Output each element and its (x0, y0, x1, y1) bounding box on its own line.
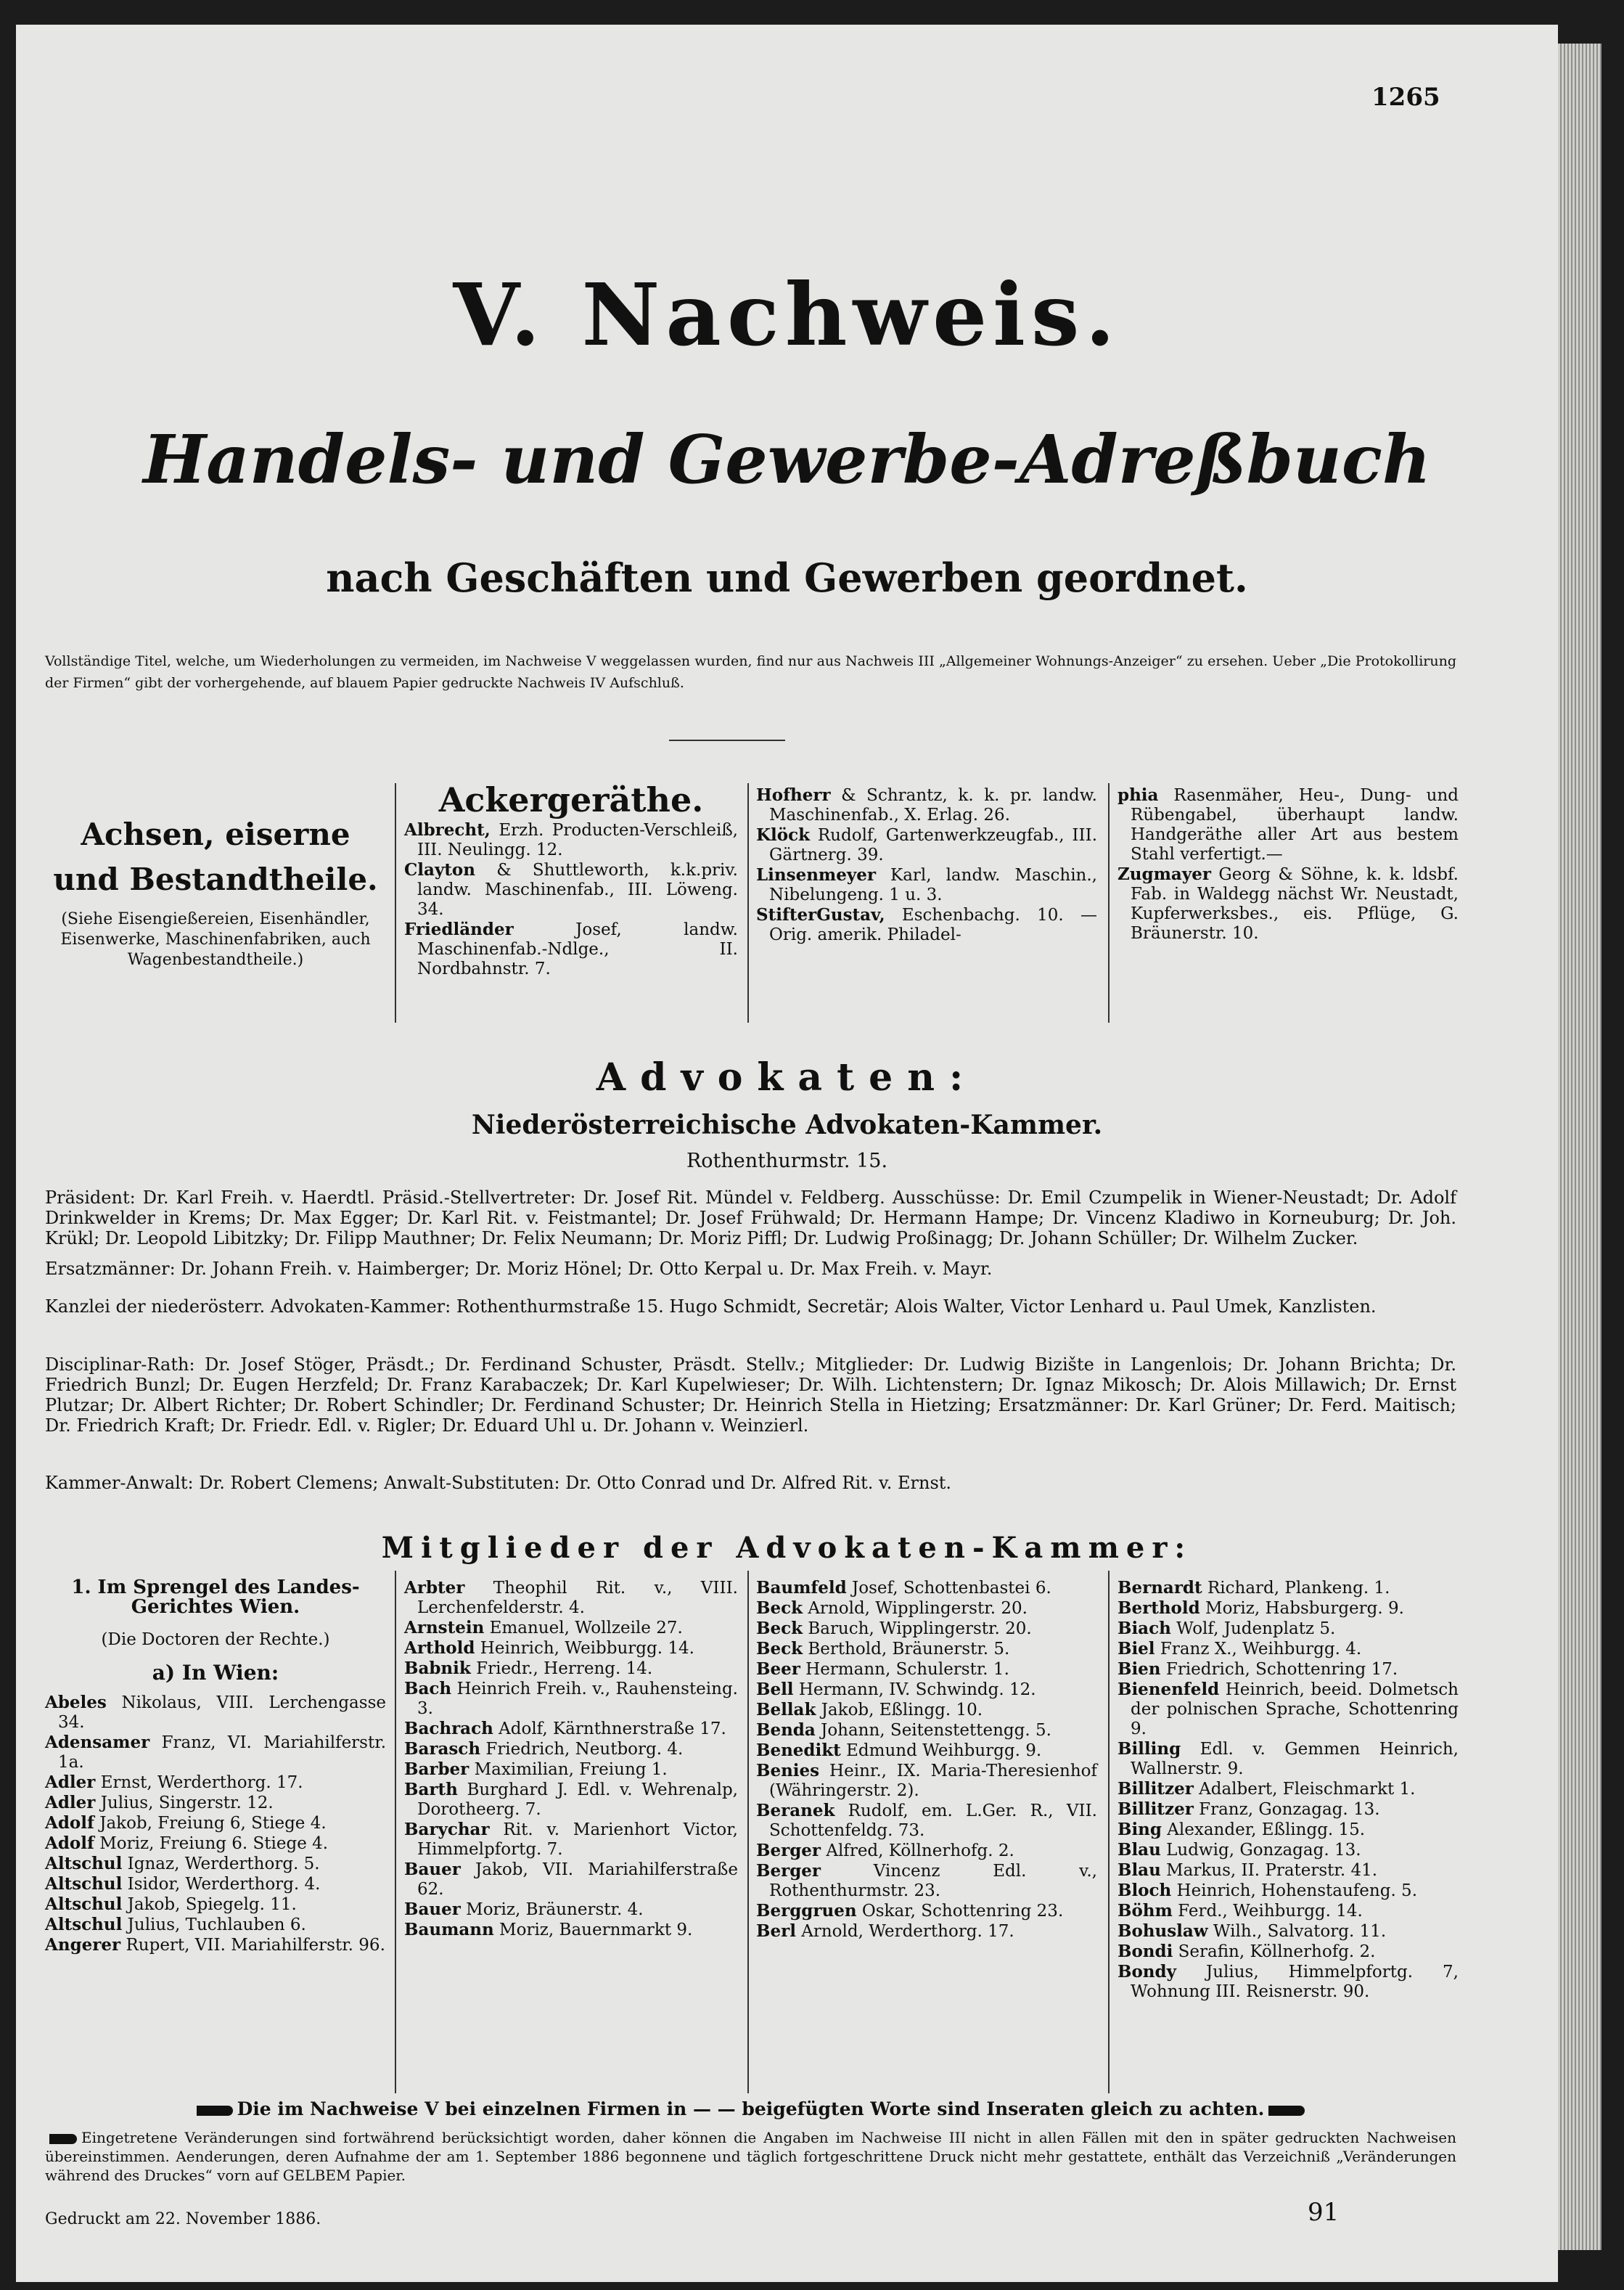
directory-entry: Klöck Rudolf, Gartenwerkzeugfab., III. Gärtnerg. 39. (756, 825, 1097, 864)
page-number: 1265 (1371, 83, 1440, 112)
member-entry: Bienenfeld Heinrich, beeid. Dolmetsch der polnischen Sprache, Schottenring 9. (1117, 1680, 1459, 1738)
directory-entry: Zugmayer Georg & Söhne, k. k. ldsbf. Fab. in Waldegg nächst Wr. Neustadt, Kupferwerksbes., eis. Pflüge, G. Bräunerstr. 10. (1117, 864, 1459, 943)
member-entry: Beck Baruch, Wipplingerstr. 20. (756, 1619, 1032, 1638)
column-divider (747, 783, 749, 1023)
member-entry: Bauer Moriz, Bräunerstr. 4. (404, 1900, 644, 1919)
member-entry: Adensamer Franz, VI. Mariahilferstr. 1a. (45, 1733, 386, 1772)
members-head: 1. Im Sprengel des Landes- (71, 1577, 360, 1598)
member-entry: Bauer Jakob, VII. Mariahilferstraße 62. (404, 1860, 738, 1899)
page-subtitle-2: nach Geschäften und Gewerben geordnet. (326, 555, 1248, 601)
directory-entry: Clayton & Shuttleworth, k.k.priv. landw. Maschinenfab., III. Löweng. 34. (404, 860, 738, 919)
member-entry: Adolf Moriz, Freiung 6. Stiege 4. (45, 1833, 329, 1853)
member-entry: Adler Ernst, Werderthorg. 17. (45, 1772, 303, 1792)
pointing-hand-icon (1268, 2106, 1305, 2116)
directory-entry: Hofherr & Schrantz, k. k. pr. landw. Maschinenfab., X. Erlag. 26. (756, 785, 1097, 825)
footer-page-number: 91 (1308, 2198, 1340, 2227)
column-divider (1108, 783, 1110, 1023)
section-note-achsen: (Siehe Eisengießereien, Eisenhändler, Eisenwerke, Maschinenfabriken, auch Wagenbestandtheile.) (60, 910, 371, 969)
page-title: V. Nachweis. (453, 264, 1121, 365)
member-entry: Barasch Friedrich, Neutborg. 4. (404, 1739, 684, 1759)
directory-entry: Friedländer Josef, landw. Maschinenfab.-Ndlge., II. Nordbahnstr. 7. (404, 920, 738, 978)
page-subtitle: Handels- und Gewerbe-Adreßbuch (143, 420, 1431, 499)
inserate-note (45, 2099, 1456, 2119)
member-entry: Billing Edl. v. Gemmen Heinrich, Wallnerstr. 9. (1117, 1739, 1459, 1778)
section-title-ackergeraethe: Ackergeräthe. (438, 780, 704, 819)
member-entry: Berggruen Oskar, Schottenring 23. (756, 1901, 1064, 1921)
section-title-achsen: Achsen, eiserne und Bestandtheile. (53, 817, 378, 897)
member-entry: Bachrach Adolf, Kärnthnerstraße 17. (404, 1719, 726, 1738)
member-entry: Beer Hermann, Schulerstr. 1. (756, 1659, 1009, 1679)
column-divider (395, 783, 396, 1023)
directory-entry: StifterGustav, Eschenbachg. 10. —Orig. amerik. Philadel- (756, 905, 1097, 944)
intro-notice: Vollständige Titel, welche, um Wiederholungen zu vermeiden, im Nachweise V weggelassen wurden, find nur aus Nachweis III „Allgemeiner Wohnungs-Anzeiger“ zu ersehen. Ueber „Die Protokollirung der Firmen“ gibt der vorhergehende, auf blauem Papier gedruckte Nachweis IV Aufschluß. (45, 653, 1456, 691)
member-entry: Altschul Isidor, Werderthorg. 4. (45, 1874, 321, 1894)
member-entry: Biach Wolf, Judenplatz 5. (1117, 1619, 1336, 1638)
member-entry: Barber Maximilian, Freiung 1. (404, 1759, 668, 1779)
advokaten-paragraph: Präsident: Dr. Karl Freih. v. Haerdtl. Präsid.-Stellvertreter: Dr. Josef Rit. Mündel v. Feldberg. Ausschüsse: Dr. Emil Czumpelik in Wiener-Neustadt; Dr. Adolf Drinkwelder in Krems; Dr. Max Egger; Dr. Karl Rit. v. Feistmantel; Dr. Josef Frühwald; Dr. Hermann Hampe; Dr. Vincenz Kladiwo in Korneuburg; Dr. Joh. Krükl; Dr. Leopold Libitzky; Dr. Filipp Mauthner; Dr. Felix Neumann; Dr. Moriz Piffl; Dr. Ludwig Proßinagg; Dr. Johann Schüller; Dr. Wilhelm Zucker. (45, 1187, 1456, 1248)
member-entry: Böhm Ferd., Weihburgg. 14. (1117, 1901, 1363, 1921)
member-entry: Altschul Julius, Tuchlauben 6. (45, 1915, 306, 1934)
members-head: a) In Wien: (152, 1661, 279, 1685)
member-entry: Arbter Theophil Rit. v., VIII. Lerchenfelderstr. 4. (404, 1578, 738, 1617)
ackergeraethe-column-3 (1117, 785, 1459, 944)
member-entry: Baumfeld Josef, Schottenbastei 6. (756, 1578, 1051, 1598)
member-entry: Beck Berthold, Bräunerstr. 5. (756, 1639, 1010, 1659)
member-entry: Bach Heinrich Freih. v., Rauhensteing. 3. (404, 1679, 738, 1718)
member-entry: Berthold Moriz, Habsburgerg. 9. (1117, 1598, 1404, 1618)
member-entry: Bell Hermann, IV. Schwindg. 12. (756, 1680, 1036, 1699)
member-entry: Bondi Serafin, Köllnerhofg. 2. (1117, 1942, 1376, 1961)
members-list-3 (756, 1578, 1097, 1942)
section-title-advokaten: Advokaten: (596, 1055, 978, 1100)
member-entry: Beck Arnold, Wipplingerstr. 20. (756, 1598, 1028, 1618)
member-entry: Biel Franz X., Weihburgg. 4. (1117, 1639, 1362, 1659)
member-entry: Bien Friedrich, Schottenring 17. (1117, 1659, 1398, 1679)
member-entry: Arthold Heinrich, Weibburgg. 14. (404, 1638, 694, 1658)
ackergeraethe-column-2 (756, 785, 1097, 945)
member-entry: Berger Vincenz Edl. v., Rothenthurmstr. 23. (756, 1861, 1097, 1900)
chamber-name: Niederösterreichische Advokaten-Kammer. (471, 1110, 1103, 1140)
changes-note (45, 2128, 1456, 2185)
advokaten-paragraph: Kammer-Anwalt: Dr. Robert Clemens; Anwalt-Substituten: Dr. Otto Conrad und Dr. Alfred Rit. v. Ernst. (45, 1473, 952, 1493)
member-entry: Bing Alexander, Eßlingg. 15. (1117, 1820, 1366, 1839)
section-title-mitglieder: Mitglieder der Advokaten-Kammer: (381, 1531, 1193, 1565)
ackergeraethe-column-1 (404, 820, 738, 979)
member-entry: Bondy Julius, Himmelpfortg. 7, Wohnung III. Reisnerstr. 90. (1117, 1962, 1459, 2001)
divider (669, 740, 785, 741)
member-entry: Blau Ludwig, Gonzagag. 13. (1117, 1840, 1361, 1860)
section-ackergeraethe (404, 780, 738, 979)
members-list-4 (1117, 1578, 1459, 2002)
print-date: Gedruckt am 22. November 1886. (45, 2210, 321, 2228)
inserate-text: Die im Nachweise V bei einzelnen Firmen in — — beigefügten Worte sind Inseraten gleich zu achten. (237, 2098, 1265, 2119)
member-entry: Altschul Jakob, Spiegelg. 11. (45, 1894, 297, 1914)
member-entry: Billitzer Adalbert, Fleischmarkt 1. (1117, 1779, 1416, 1799)
page-edge (1558, 44, 1602, 2250)
member-entry: Berger Alfred, Köllnerhofg. 2. (756, 1841, 1014, 1860)
column-divider (395, 1571, 396, 2093)
member-entry: Altschul Ignaz, Werderthorg. 5. (45, 1854, 320, 1873)
member-entry: Berl Arnold, Werderthorg. 17. (756, 1921, 1014, 1941)
pointing-hand-icon (197, 2106, 233, 2116)
member-entry: Bloch Heinrich, Hohenstaufeng. 5. (1117, 1881, 1418, 1900)
member-entry: Benda Johann, Seitenstettengg. 5. (756, 1720, 1051, 1740)
member-entry: Adler Julius, Singerstr. 12. (45, 1793, 274, 1812)
member-entry: Abeles Nikolaus, VIII. Lerchengasse 34. (45, 1693, 386, 1732)
document-page (16, 25, 1558, 2282)
member-entry: Barychar Rit. v. Marienhort Victor, Himmelpfortg. 7. (404, 1820, 738, 1859)
members-list-1 (45, 1693, 386, 1955)
column-divider (747, 1571, 749, 2093)
member-entry: Arnstein Emanuel, Wollzeile 27. (404, 1618, 683, 1637)
member-entry: Benies Heinr., IX. Maria-Theresienhof (Währingerstr. 2). (756, 1761, 1097, 1800)
advokaten-paragraph: Ersatzmänner: Dr. Johann Freih. v. Haimberger; Dr. Moriz Hönel; Dr. Otto Kerpal u. Dr. Max Freih. v. Mayr. (45, 1259, 993, 1279)
members-column-1 (45, 1578, 386, 1955)
member-entry: Angerer Rupert, VII. Mariahilferstr. 96. (45, 1935, 385, 1955)
member-entry: Bellak Jakob, Eßlingg. 10. (756, 1700, 983, 1719)
chamber-address: Rothenthurmstr. 15. (686, 1150, 888, 1172)
member-entry: Babnik Friedr., Herreng. 14. (404, 1659, 653, 1678)
directory-entry: Linsenmeyer Karl, landw. Maschin., Nibelungeng. 1 u. 3. (756, 865, 1097, 904)
pointing-hand-icon (49, 2134, 77, 2144)
member-entry: Bohuslaw Wilh., Salvatorg. 11. (1117, 1921, 1387, 1941)
member-entry: Beranek Rudolf, em. L.Ger. R., VII. Schottenfeldg. 73. (756, 1801, 1097, 1840)
member-entry: Benedikt Edmund Weihburgg. 9. (756, 1741, 1042, 1760)
section-achsen (45, 812, 386, 970)
directory-entry: Albrecht, Erzh. Producten-Verschleiß, III. Neulingg. 12. (404, 820, 738, 859)
member-entry: Baumann Moriz, Bauernmarkt 9. (404, 1920, 693, 1939)
column-divider (1108, 1571, 1110, 2093)
directory-entry: phia Rasenmäher, Heu-, Dung- und Rübengabel, überhaupt landw. Handgeräthe aller Art aus bestem Stahl verfertigt.— (1117, 785, 1459, 864)
member-entry: Barth Burghard J. Edl. v. Wehrenalp, Dorotheerg. 7. (404, 1780, 738, 1819)
advokaten-paragraph: Disciplinar-Rath: Dr. Josef Stöger, Präsdt.; Dr. Ferdinand Schuster, Präsdt. Stellv.; Mitglieder: Dr. Ludwig Bizište in Langenlois; Dr. Johann Brichta; Dr. Friedrich Bunzl; Dr. Eugen Herzfeld; Dr. Franz Karabaczek; Dr. Karl Kupelwieser; Dr. Wilh. Lichtenstern; Dr. Ignaz Mikosch; Dr. Alois Millawich; Dr. Ernst Plutzar; Dr. Albert Richter; Dr. Robert Schindler; Dr. Ferdinand Schuster; Dr. Heinrich Stella in Hietzing; Ersatzmänner: Dr. Karl Grüner; Dr. Ferd. Maitisch; Dr. Friedrich Kraft; Dr. Friedr. Edl. v. Rigler; Dr. Eduard Uhl u. Dr. Johann v. Weinzierl. (45, 1354, 1456, 1436)
changes-text: Eingetretene Veränderungen sind fortwährend berücksichtigt worden, daher können die Angaben im Nachweise III nicht in allen Fällen mit den in später gedruckten Nachweisen übereinstimmen. Aenderungen, deren Aufnahme der am 1. September 1886 begonnene und täglich fortgeschrittene Druck nicht mehr gestattete, enthält das Verzeichniß „Veränderungen während des Druckes“ vorn auf GELBEM Papier. (45, 2129, 1456, 2184)
members-head: Gerichtes Wien. (131, 1596, 300, 1618)
member-entry: Bernardt Richard, Plankeng. 1. (1117, 1578, 1390, 1598)
advokaten-paragraph: Kanzlei der niederösterr. Advokaten-Kammer: Rothenthurmstraße 15. Hugo Schmidt, Secretär; Alois Walter, Victor Lenhard u. Paul Umek, Kanzlisten. (45, 1296, 1377, 1317)
member-entry: Billitzer Franz, Gonzagag. 13. (1117, 1799, 1380, 1819)
members-head: (Die Doctoren der Rechte.) (101, 1630, 330, 1649)
members-list-2 (404, 1578, 738, 1940)
member-entry: Adolf Jakob, Freiung 6, Stiege 4. (45, 1813, 327, 1833)
member-entry: Blau Markus, II. Praterstr. 41. (1117, 1860, 1378, 1880)
